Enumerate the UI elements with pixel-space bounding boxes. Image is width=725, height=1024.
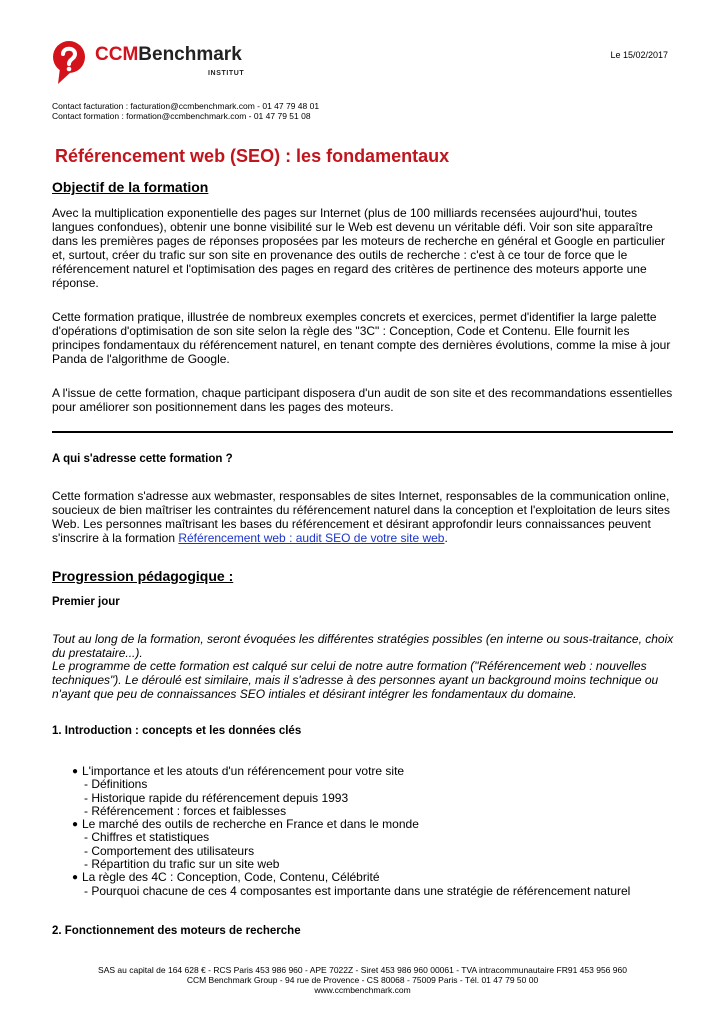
bullet-icon: ●: [72, 819, 79, 831]
document-date: Le 15/02/2017: [610, 50, 668, 60]
sub-item: - Pourquoi chacune de ces 4 composantes est importante dans une stratégie de référencement naturel: [84, 883, 631, 898]
objective-paragraph-1: Avec la multiplication exponentielle des pages sur Internet (plus de 100 milliards recensées aujourd'hui, toutes langues confondues), obtenir une bonne visibilité sur le Web est devenu un véritable défi. Voir son site apparaître dans les premières pages de réponses proposées par les moteurs de recherche en général et Google en particulier et, surtout, créer du trafic sur son site en provenance des outils de recherche : c'est à ce tour de force que le référencement naturel et l'optimisation des pages en regard des critères de pertinence des moteurs apporte une réponse.: [52, 206, 666, 290]
audit-seo-link[interactable]: Référencement web : audit SEO de votre site web: [178, 531, 445, 545]
progression-intro-2-text: Le programme de cette formation est calqué sur celui de notre autre formation ("Référencement web : nouvelles techniques"). Le déroulé est similaire, mais il s'adresse à des personnes ayant un background moins technique ou n'ayant que peu de connaissances SEO intiales et désirant intégrer les fondamentaux du domaine.: [52, 659, 659, 701]
list-item: [72, 818, 630, 831]
progression-heading: Progression pédagogique :: [52, 568, 234, 584]
list-item: [72, 765, 630, 778]
contact-training: Contact formation : formation@ccmbenchmark.com - 01 47 79 51 08: [52, 111, 311, 121]
objective-heading: Objectif de la formation: [52, 179, 209, 195]
list-item-label: L'importance et les atouts d'un référencement pour votre site: [82, 764, 405, 778]
audience-end: .: [444, 531, 448, 545]
contacts-block: [52, 101, 319, 121]
day-one-heading: Premier jour: [52, 596, 120, 608]
logo-wordmark: [95, 44, 242, 66]
section-2-heading: 2. Fonctionnement des moteurs de recherche: [52, 925, 301, 937]
audience-heading: A qui s'adresse cette formation ?: [52, 453, 233, 465]
list-item: [72, 871, 630, 884]
list-item-label: Le marché des outils de recherche en France et dans le monde: [82, 817, 419, 832]
audience-paragraph: [52, 489, 677, 545]
sub-item: - Référencement : forces et faiblesses: [84, 803, 287, 818]
logo-benchmark: Benchmark: [138, 44, 242, 65]
logo-ccm: CCM: [95, 44, 139, 65]
contact-billing: Contact facturation : facturation@ccmbenchmark.com - 01 47 79 48 01: [52, 101, 320, 111]
footer-legal: SAS au capital de 164 628 € - RCS Paris 453 986 960 - APE 7022Z - Siret 453 986 960 00061 - TVA intracommunautaire FR91 453 956 960: [98, 965, 627, 975]
section-1-heading: 1. Introduction : concepts et les données clés: [52, 725, 302, 737]
footer-website: www.ccmbenchmark.com: [314, 985, 411, 995]
section-divider: [52, 431, 673, 433]
sub-item: - Définitions: [84, 777, 148, 792]
list-item-label: La règle des 4C : Conception, Code, Contenu, Célébrité: [82, 870, 380, 885]
objective-paragraph-3: A l'issue de cette formation, chaque participant disposera d'un audit de son site et des recommandations essentielles pour améliorer son positionnement dans les pages des moteurs.: [52, 386, 673, 414]
footer-address: CCM Benchmark Group - 94 rue de Provence - CS 80068 - 75009 Paris - Tél. 01 47 79 50 00: [186, 975, 539, 985]
logo-institut: INSTITUT: [208, 70, 245, 77]
section-1-list: [72, 765, 630, 898]
progression-intro-1: [52, 632, 677, 660]
audience-text: Cette formation s'adresse aux webmaster, responsables de sites Internet, responsables de la communication online, soucieux de bien maîtriser les contraintes du référencement naturel dans la conception et l'exploitation de leurs sites Web. Les personnes maîtrisant les bases du référencement et désirant approfondir leurs connaissances peuvent s'inscrire à la formation: [52, 489, 670, 545]
sub-item: - Historique rapide du référencement depuis 1993: [84, 790, 349, 805]
sub-item: - Comportement des utilisateurs: [84, 843, 255, 858]
bullet-icon: ●: [72, 766, 79, 777]
sub-item: - Chiffres et statistiques: [84, 830, 210, 845]
objective-paragraph-2: Cette formation pratique, illustrée de nombreux exemples concrets et exercices, permet d'identifier la large palette d'opérations d'optimisation de son site selon la règle des "3C" : Conception, Code et Contenu. Elle fournit les principes fondamentaux du référencement naturel, en tenant compte des dernières évolutions, comme la mise à jour Panda de l'algorithme de Google.: [52, 310, 671, 366]
page-title: Référencement web (SEO) : les fondamentaux: [55, 146, 450, 166]
ccm-logo-icon: [50, 38, 90, 86]
sub-item: - Répartition du trafic sur un site web: [84, 857, 280, 872]
page-footer: [0, 965, 725, 995]
ccm-benchmark-logo: [50, 38, 250, 86]
progression-intro-2: [52, 659, 677, 701]
progression-intro-1-text: Tout au long de la formation, seront évoquées les différentes stratégies possibles (en interne ou sous-traitance, choix du prestataire...).: [52, 632, 674, 660]
bullet-icon: ●: [72, 872, 79, 884]
